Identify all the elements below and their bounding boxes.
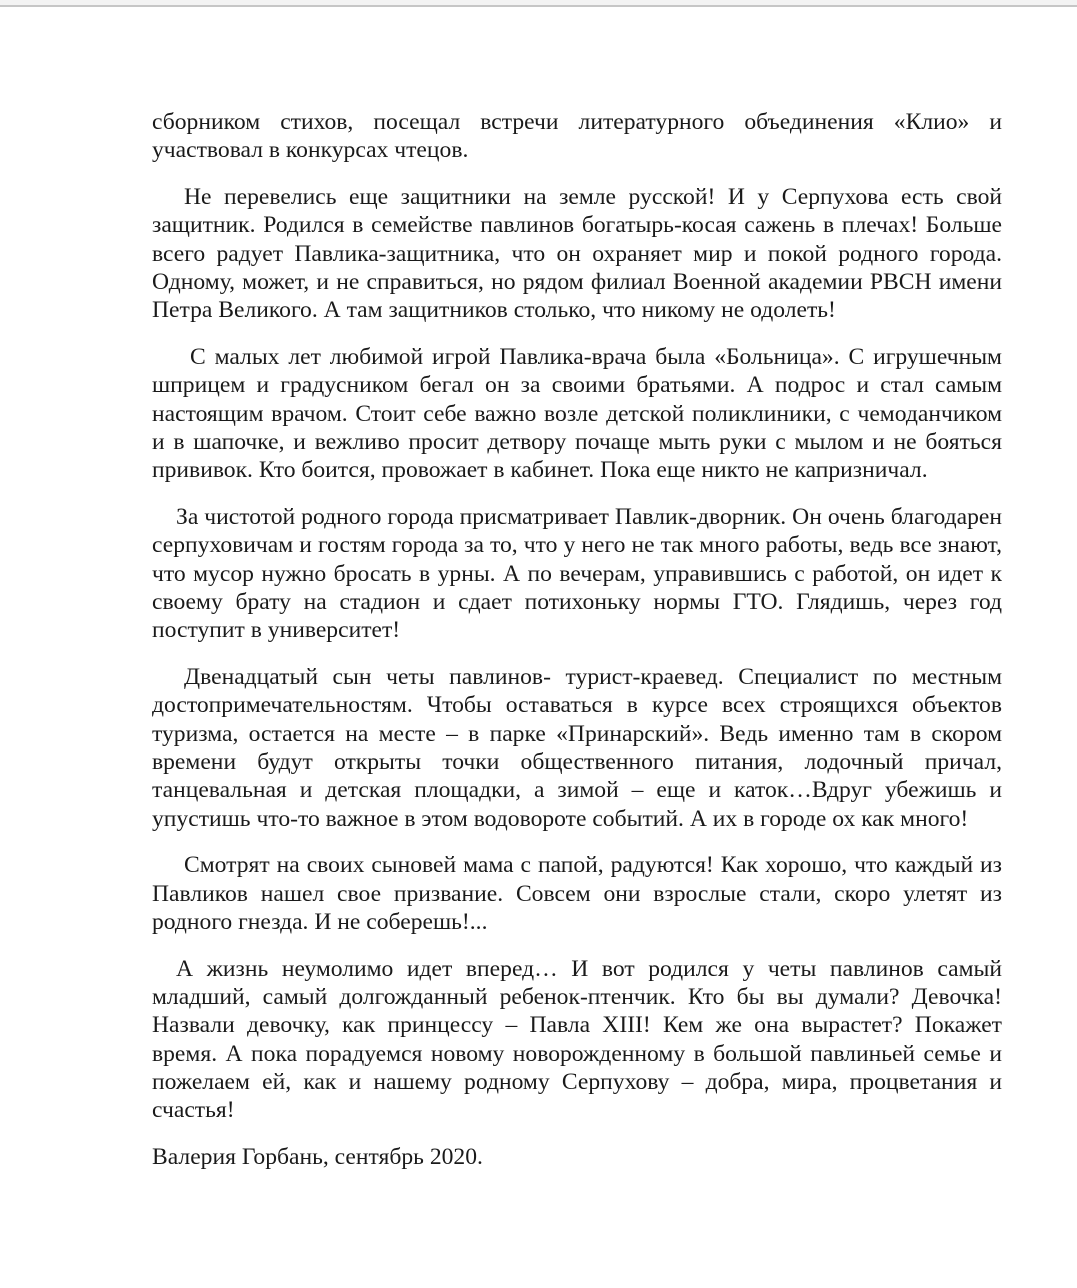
paragraph-tourist: Двенадцатый сын четы павлинов- турист-краевед. Специалист по местным достопримечательностям. Чтобы оставаться в курсе всех строящихся объектов туризма, остается на месте – в парке «Принарский». Ведь именно там в скором времени будут открыты точки общественного питания, лодочный причал, танцевальная и детская площадки, а зимой – еще и каток…Вдруг убежишь и упустишь что-то важное в этом водовороте событий. А их в городе ох как много! (152, 664, 1002, 832)
author-signature: Валерия Горбань, сентябрь 2020. (152, 1144, 483, 1170)
paragraph-defender: Не перевелись еще защитники на земле русской! И у Серпухова есть свой защитник. Родился в семействе павлинов богатырь-косая сажень в плечах! Больше всего радует Павлика-защитника, что он охраняет мир и покой родного города. Одному, может, и не справиться, но рядом филиал Военной академии РВСН имени Петра Великого. А там защитников столько, что никому не одолеть! (152, 184, 1002, 324)
paragraph-doctor: С малых лет любимой игрой Павлика-врача была «Больница». С игрушечным шприцем и градусником бегал он за своими братьями. А подрос и стал самым настоящим врачом. Стоит себе важно возле детской поликлиники, с чемоданчиком и в шапочке, и вежливо просит детвору почаще мыть руки с мылом и не бояться прививок. Кто боится, провожает в кабинет. Пока еще никто не капризничал. (152, 344, 1002, 484)
paragraph-parents: Смотрят на своих сыновей мама с папой, радуются! Как хорошо, что каждый из Павликов нашел свое призвание. Совсем они взрослые стали, скоро улетят из родного гнезда. И не соберешь!... (152, 852, 1002, 935)
paragraph-janitor: За чистотой родного города присматривает Павлик-дворник. Он очень благодарен серпуховичам и гостям города за то, что у него не так много работы, ведь все знают, что мусор нужно бросать в урны. А по вечерам, управившись с работой, он идет к своему брату на стадион и сдает потихоньку нормы ГТО. Глядишь, через год поступит в университет! (152, 504, 1002, 644)
paragraph-continuation: сборником стихов, посещал встречи литературного объединения «Клио» и участвовал в конкурсах чтецов. (152, 109, 1002, 164)
document-page (152, 108, 1002, 1190)
paragraph-daughter: А жизнь неумолимо идет вперед… И вот родился у четы павлинов самый младший, самый долгожданный ребенок-птенчик. Кто бы вы думали? Девочка! Назвали девочку, как принцессу – Павла XIII! Кем же она вырастет? Покажет время. А пока порадуемся новому новорожденному в большой павлиньей семье и пожелаем ей, как и нашему родному Серпухову – добра, мира, процветания и счастья! (152, 955, 1002, 1124)
viewer-top-edge (0, 0, 1077, 7)
